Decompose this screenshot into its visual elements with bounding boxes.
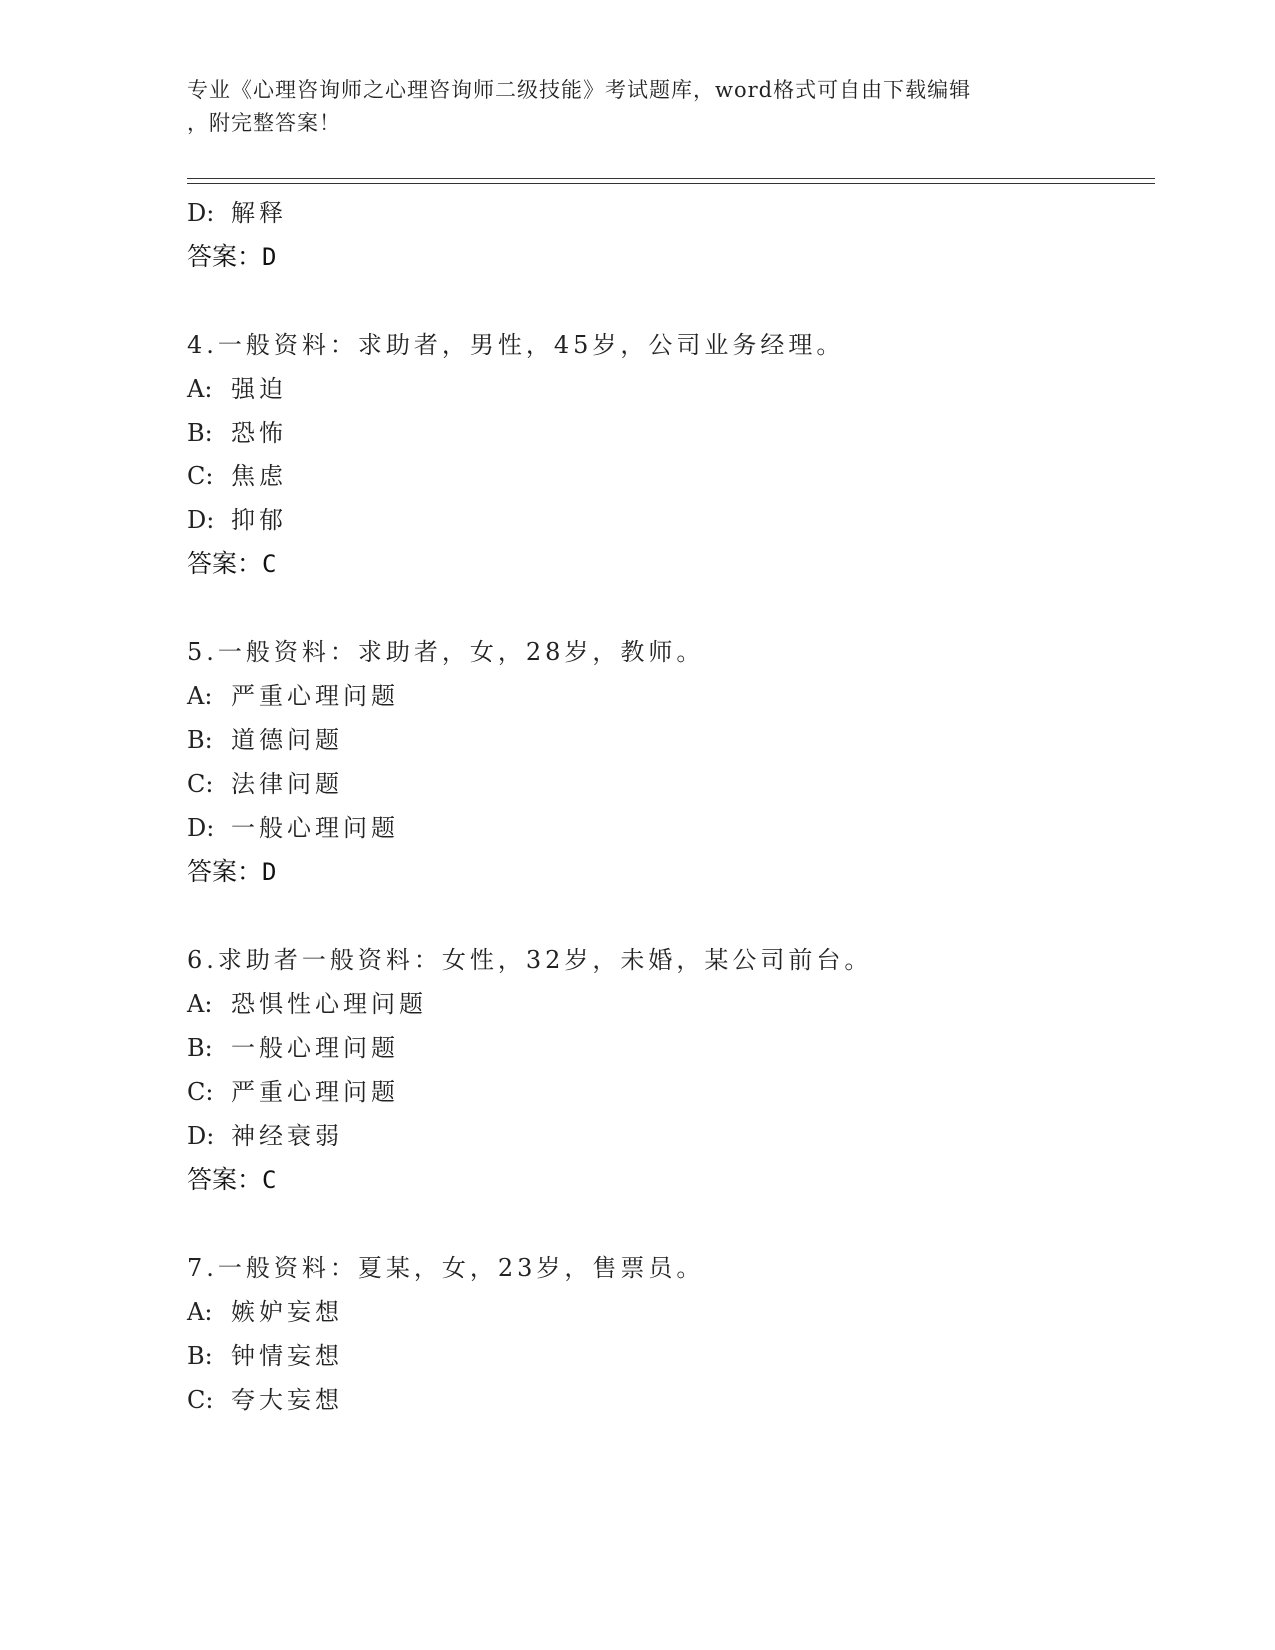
answer-line xyxy=(187,1164,276,1196)
question-stem: 5.一般资料：求助者，女，28岁，教师。 xyxy=(187,638,705,666)
answer-line xyxy=(187,548,276,580)
answer-label: 答案： xyxy=(187,1165,263,1194)
option-a xyxy=(187,680,399,712)
answer-label: 答案： xyxy=(187,549,263,578)
option-text: 抑郁 xyxy=(231,506,287,534)
option-text: 焦虑 xyxy=(231,462,287,490)
option-a xyxy=(187,373,287,405)
option-letter: C: xyxy=(187,1078,214,1106)
option-letter: A: xyxy=(187,375,213,403)
option-letter: B: xyxy=(187,1342,213,1370)
option-a xyxy=(187,1296,343,1328)
header-line-2: ，附完整答案！ xyxy=(187,111,341,135)
header-divider-top xyxy=(187,178,1155,179)
option-letter: A: xyxy=(187,990,213,1018)
option-text: 道德问题 xyxy=(231,726,343,754)
option-b xyxy=(187,1340,343,1372)
option-c xyxy=(187,768,343,800)
answer-line xyxy=(187,856,276,888)
option-c xyxy=(187,1384,343,1416)
option-letter: D: xyxy=(187,1122,215,1150)
option-letter: C: xyxy=(187,1386,214,1414)
answer-line xyxy=(187,241,276,273)
answer-label: 答案： xyxy=(187,242,263,271)
option-letter: D: xyxy=(187,814,215,842)
option-letter: B: xyxy=(187,1034,213,1062)
option-text: 法律问题 xyxy=(231,770,343,798)
option-text: 钟情妄想 xyxy=(231,1342,343,1370)
option-letter: C: xyxy=(187,770,214,798)
option-text: 夸大妄想 xyxy=(231,1386,343,1414)
option-letter: B: xyxy=(187,419,213,447)
option-letter: D: xyxy=(187,506,215,534)
option-letter: A: xyxy=(187,682,213,710)
option-text: 一般心理问题 xyxy=(231,814,399,842)
document-header xyxy=(187,74,1087,140)
option-text: 神经衰弱 xyxy=(231,1122,343,1150)
option-letter: C: xyxy=(187,462,214,490)
option-d xyxy=(187,812,399,844)
header-divider-bottom xyxy=(187,183,1155,184)
question-stem: 6.求助者一般资料：女性，32岁，未婚，某公司前台。 xyxy=(187,946,873,974)
option-b xyxy=(187,1032,399,1064)
option-text: 一般心理问题 xyxy=(231,1034,399,1062)
option-text: 解释 xyxy=(231,199,287,227)
option-d xyxy=(187,1120,343,1152)
option-d xyxy=(187,504,287,536)
option-text: 恐惧性心理问题 xyxy=(231,990,427,1018)
option-text: 嫉妒妄想 xyxy=(231,1298,343,1326)
option-b xyxy=(187,417,287,449)
header-line-1: 专业《心理咨询师之心理咨询师二级技能》考试题库，word格式可自由下载编辑 xyxy=(187,78,972,102)
option-a xyxy=(187,988,427,1020)
option-letter: A: xyxy=(187,1298,213,1326)
answer-key: D xyxy=(262,858,277,886)
option-text: 严重心理问题 xyxy=(231,1078,399,1106)
option-letter: B: xyxy=(187,726,213,754)
answer-key: D xyxy=(262,243,277,271)
option-text: 强迫 xyxy=(231,375,287,403)
option-letter: D: xyxy=(187,199,215,227)
option-b xyxy=(187,724,343,756)
answer-label: 答案： xyxy=(187,857,263,886)
question-stem: 4.一般资料：求助者，男性，45岁，公司业务经理。 xyxy=(187,331,845,359)
option-text: 恐怖 xyxy=(231,419,287,447)
option-c xyxy=(187,460,287,492)
option-text: 严重心理问题 xyxy=(231,682,399,710)
answer-key: C xyxy=(262,1166,277,1194)
option-c xyxy=(187,1076,399,1108)
option-d xyxy=(187,197,287,229)
question-stem: 7.一般资料：夏某，女，23岁，售票员。 xyxy=(187,1254,705,1282)
answer-key: C xyxy=(262,550,277,578)
